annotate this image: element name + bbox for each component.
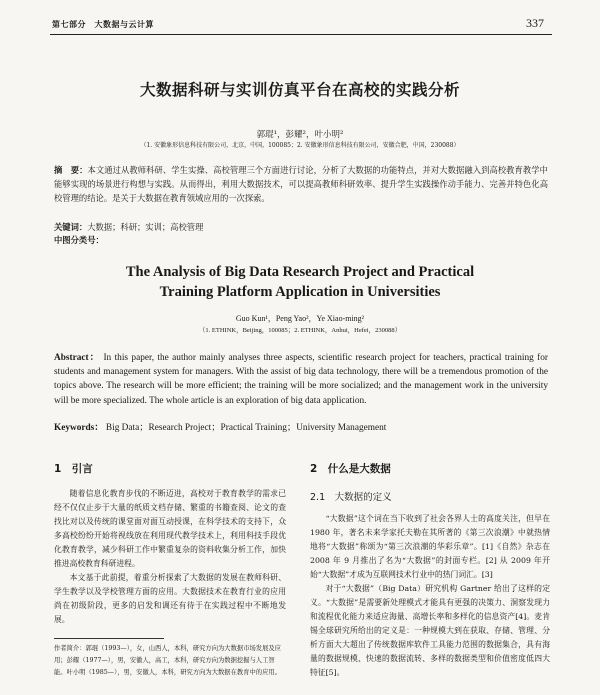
paper-title-cn: 大数据科研与实训仿真平台在高校的实践分析 <box>139 81 460 99</box>
keywords-en-text: Big Data；Research Project；Practical Training；University Management <box>105 423 387 433</box>
abstract-cn-label: 摘 要： <box>54 165 88 175</box>
section-intro-body <box>54 487 286 627</box>
abstract-en-label: Abstract： <box>54 353 101 363</box>
keywords-cn-text: 大数据；科研；实训；高校管理 <box>87 222 204 232</box>
section-heading-bigdata: 2 什么是大数据 <box>310 463 391 475</box>
paper-title-en-line: Training Platform Application in Universities <box>159 284 441 300</box>
section-bigdata-body <box>310 512 550 680</box>
classification-cn <box>54 233 548 247</box>
footnote-rule <box>54 638 164 639</box>
keywords-cn <box>54 220 548 234</box>
paper-title-en <box>0 262 600 302</box>
section-heading-intro: 1 引言 <box>54 463 93 475</box>
subsection-heading-definition: 2.1 大数据的定义 <box>310 492 392 503</box>
paragraph: 随着信息化教育步伐的不断迈进，高校对于教育教学的需求已经不仅仅止步于大量的纸质文档存储、繁重的书籍查阅、论文的查找比对以及传统的课堂面对面互动授课，在科学技术的支持下，众多高校纷纷开始将视线放在利用现代教学技术上，利用科技手段优化教育教学，减少科研工作中繁重复杂的资料收集分析工作，加快推进高校教育科研进程。 <box>54 489 286 568</box>
author-footnote: 作者简介：郭琨（1993—），女，山西人，本科，研究方向为大数据市场发展及应用；彭耀（1977—），男，安徽人，高工，本科，研究方向为数据挖掘与人工智能。叶小明（1985—），男，安徽人，本科，研究方向为大数据在教育中的应用。 <box>54 645 281 676</box>
classification-cn-label: 中图分类号： <box>54 235 104 245</box>
authors-en: Guo Kun¹，Peng Yao²，Ye Xiao-ming² <box>235 314 365 323</box>
paper-title-en-line: The Analysis of Big Data Research Project and Practical <box>125 264 475 280</box>
paragraph: 对于“大数据”（Big Data）研究机构 Gartner 给出了这样的定义。“大数据”是需要新处理模式才能具有更强的决策力、洞察发现力和流程优化能力来适应海量、高增长率和多样化的信息资产[4]。麦肯锡全球研究所给出的定义是：一种规模大到在获取、存储、管理、分析方面大大超出了传统数据库软件工具能力范围的数据集合，具有海量的数据规模、快速的数据流转、多样的数据类型和价值密度低四大特征[5]。 <box>310 584 550 677</box>
keywords-en-label: Keywords： <box>54 423 104 433</box>
running-header: 第七部分 大数据与云计算 <box>52 20 154 29</box>
keywords-en <box>54 421 548 435</box>
page-number: 337 <box>526 16 544 30</box>
affiliations-en: （1. ETHINK，Beijing，100085；2. ETHINK，Anhui，Hefei，230088） <box>198 327 402 334</box>
authors-cn: 郭琨¹，彭耀²，叶小明² <box>256 130 344 140</box>
paragraph: “大数据”这个词在当下收到了社会各界人士的高度关注，但早在 1980 年，著名未来学家托夫勒在其所著的《第三次浪潮》中就热情地将“大数据”称颂为“第三次浪潮的华彩乐章”。[1]《自然》杂志在 2008 年 9 月推出了名为“大数据”的封面专栏。[2] 从 2009 年开始“大数据”才成为互联网技术行业中的热门词汇。[3] <box>310 514 550 579</box>
keywords-cn-label: 关键词： <box>54 222 88 232</box>
abstract-en <box>54 351 548 408</box>
affiliations-cn: （1. 安徽象形信息科技有限公司，北京，中国，100085；2. 安徽象形信息科技有限公司，安徽合肥，中国，230088） <box>140 142 460 149</box>
abstract-cn <box>54 163 548 205</box>
abstract-en-text: In this paper, the author mainly analyses three aspects, scientific research project for teachers, practical training for students and management system for managers. With the assist of big data technology, there will be a tremendous promotion of the topics above. The research will be more efficient; the training will be more socialized; and the management work in the university will be more specialized. The whole article is an exploration of big data application. <box>54 353 548 406</box>
header-rule <box>50 34 552 35</box>
paragraph: 本文基于此前提，着重分析探索了大数据的发展在教师科研、学生教学以及学校管理方面的应用。大数据技术在教育行业的应用尚在初级阶段，更多的启发和调还有待于在实践过程中不断地发展。 <box>54 573 286 624</box>
abstract-cn-text: 本文通过从教师科研、学生实操、高校管理三个方面进行讨论，分析了大数据的功能特点，并对大数据融入到高校教育教学中能够实现的场景进行构想与实践。从而得出，利用大数据技术，可以提高教师科研效率、提升学生实践操作动手能力、完善并特色化高校管理的结论。是关于大数据在教育领域应用的一次探索。 <box>54 165 548 203</box>
